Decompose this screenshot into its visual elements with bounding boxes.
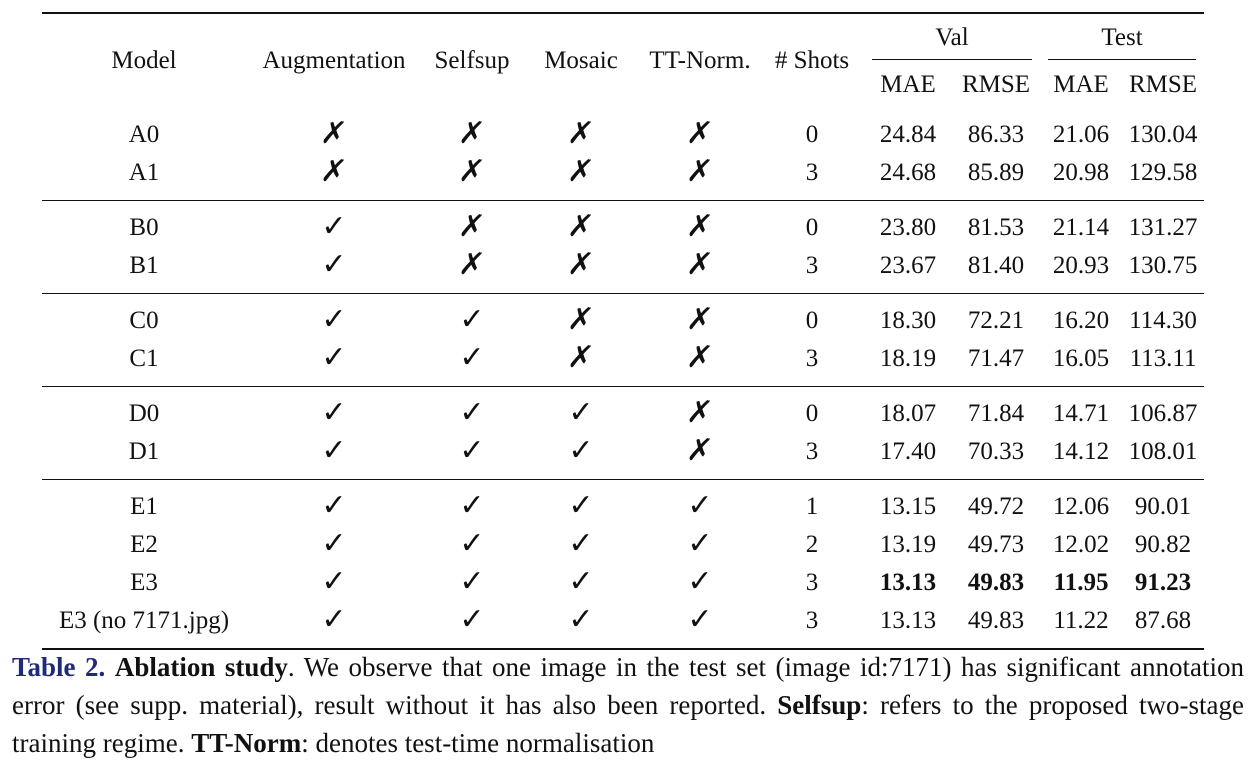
- cell-test-mae: [1040, 154, 1122, 201]
- cross-icon: ✗: [566, 302, 597, 337]
- cross-icon: ✗: [319, 116, 350, 151]
- cell-augmentation: [246, 247, 422, 294]
- cell-val-rmse: [952, 480, 1040, 527]
- cell-val-mae-value: 18.07: [879, 400, 937, 427]
- check-icon: ✓: [459, 433, 485, 468]
- table-row: [42, 201, 1204, 248]
- check-icon: ✓: [687, 602, 713, 637]
- check-icon: ✓: [568, 488, 594, 523]
- cell-test-mae: [1040, 247, 1122, 294]
- cell-model-value: B0: [129, 214, 159, 241]
- header-test: Test: [1101, 24, 1143, 51]
- cell-selfsup: [422, 340, 522, 387]
- cell-mosaic: [522, 154, 640, 201]
- cell-mosaic: [522, 294, 640, 341]
- cell-val-mae-value: 23.67: [879, 252, 937, 279]
- cell-selfsup: [422, 294, 522, 341]
- check-icon: ✓: [321, 395, 347, 430]
- cell-shots-value: 3: [805, 607, 819, 634]
- check-icon: ✓: [459, 302, 485, 337]
- cell-mosaic: [522, 564, 640, 602]
- cell-mosaic: [522, 201, 640, 248]
- cell-val-rmse-value: 49.73: [967, 531, 1025, 558]
- cell-augmentation: [246, 480, 422, 527]
- check-icon: ✓: [568, 526, 594, 561]
- table-row: [42, 247, 1204, 294]
- cross-icon: ✗: [685, 302, 716, 337]
- cell-val-mae: [864, 480, 952, 527]
- cell-val-mae: [864, 340, 952, 387]
- cell-val-mae: [864, 526, 952, 564]
- table-caption: [12, 648, 1244, 762]
- cell-test-rmse: [1122, 340, 1204, 387]
- cell-test-mae-value: 21.06: [1052, 121, 1110, 148]
- cell-ttnorm: [640, 433, 760, 480]
- header-test-group: [1040, 13, 1204, 62]
- cell-model: [42, 480, 246, 527]
- check-icon: ✓: [459, 564, 485, 599]
- cell-model-value: D0: [128, 400, 160, 427]
- header-shots: # Shots: [760, 13, 864, 108]
- cell-val-mae: [864, 247, 952, 294]
- cell-augmentation: [246, 433, 422, 480]
- cell-selfsup: [422, 433, 522, 480]
- cell-val-rmse-value: 85.89: [967, 159, 1025, 186]
- cell-selfsup: [422, 602, 522, 649]
- cell-augmentation: [246, 294, 422, 341]
- cell-val-mae: [864, 602, 952, 649]
- cross-icon: ✗: [457, 247, 488, 282]
- cell-augmentation: [246, 154, 422, 201]
- cell-shots-value: 1: [805, 493, 819, 520]
- check-icon: ✓: [321, 247, 347, 282]
- cell-test-mae-value: 14.71: [1052, 400, 1110, 427]
- cell-val-mae-value: 24.68: [879, 159, 937, 186]
- cell-shots-value: 0: [805, 214, 819, 241]
- cell-val-mae-value: 13.19: [879, 531, 937, 558]
- cell-test-mae-value: 14.12: [1052, 438, 1110, 465]
- cell-test-rmse: [1122, 154, 1204, 201]
- header-selfsup: Selfsup: [422, 13, 522, 108]
- cell-val-rmse: [952, 108, 1040, 154]
- cell-val-mae-value: 13.13: [879, 569, 937, 596]
- check-icon: ✓: [321, 209, 347, 244]
- cell-model-value: A1: [128, 159, 160, 186]
- cell-mosaic: [522, 526, 640, 564]
- cell-test-rmse-value: 91.23: [1134, 569, 1192, 596]
- cross-icon: ✗: [685, 154, 716, 189]
- cell-shots-value: 0: [805, 307, 819, 334]
- cell-augmentation: [246, 602, 422, 649]
- cell-test-rmse-value: 108.01: [1128, 438, 1198, 465]
- cell-val-rmse: [952, 433, 1040, 480]
- cell-model-value: D1: [128, 438, 160, 465]
- cell-selfsup: [422, 247, 522, 294]
- cross-icon: ✗: [566, 209, 597, 244]
- cell-val-rmse-value: 81.53: [967, 214, 1025, 241]
- cell-test-mae: [1040, 340, 1122, 387]
- cell-test-mae-value: 16.05: [1052, 345, 1110, 372]
- cell-augmentation: [246, 340, 422, 387]
- cell-test-mae: [1040, 564, 1122, 602]
- cell-test-rmse: [1122, 526, 1204, 564]
- table-row: [42, 602, 1204, 649]
- cross-icon: ✗: [566, 340, 597, 375]
- cell-model-value: E1: [130, 493, 158, 520]
- check-icon: ✓: [568, 564, 594, 599]
- cell-val-rmse-value: 49.72: [967, 493, 1025, 520]
- cell-val-mae: [864, 154, 952, 201]
- cell-val-mae-value: 23.80: [879, 214, 937, 241]
- cell-val-mae-value: 18.19: [879, 345, 937, 372]
- cross-icon: ✗: [566, 154, 597, 189]
- check-icon: ✓: [687, 488, 713, 523]
- cell-shots-value: 3: [805, 159, 819, 186]
- cell-model: [42, 340, 246, 387]
- cell-test-mae: [1040, 433, 1122, 480]
- table-row: [42, 154, 1204, 201]
- cell-model: [42, 433, 246, 480]
- cell-ttnorm: [640, 201, 760, 248]
- cell-shots: [760, 433, 864, 480]
- cell-val-rmse: [952, 340, 1040, 387]
- cell-val-rmse: [952, 387, 1040, 434]
- cell-test-mae-value: 11.95: [1053, 569, 1109, 596]
- header-mosaic: Mosaic: [522, 13, 640, 108]
- cross-icon: ✗: [685, 395, 716, 430]
- caption-term-selfsup: Selfsup: [777, 690, 862, 720]
- table-row: [42, 340, 1204, 387]
- cell-val-rmse: [952, 564, 1040, 602]
- cell-test-mae: [1040, 480, 1122, 527]
- cell-shots: [760, 480, 864, 527]
- check-icon: ✓: [321, 564, 347, 599]
- cell-test-rmse-value: 90.01: [1134, 493, 1192, 520]
- check-icon: ✓: [568, 602, 594, 637]
- cell-test-rmse-value: 130.75: [1128, 252, 1198, 279]
- cell-mosaic: [522, 340, 640, 387]
- cell-selfsup: [422, 526, 522, 564]
- cell-val-rmse: [952, 294, 1040, 341]
- cell-val-mae: [864, 294, 952, 341]
- cell-mosaic: [522, 387, 640, 434]
- table-row: [42, 387, 1204, 434]
- cell-model: [42, 201, 246, 248]
- cell-shots: [760, 564, 864, 602]
- cell-selfsup: [422, 108, 522, 154]
- cell-val-rmse: [952, 602, 1040, 649]
- cell-val-rmse-value: 71.47: [967, 345, 1025, 372]
- cell-test-mae-value: 20.93: [1052, 252, 1110, 279]
- cell-shots-value: 3: [805, 438, 819, 465]
- cell-model: [42, 526, 246, 564]
- cell-ttnorm: [640, 108, 760, 154]
- cell-test-rmse: [1122, 108, 1204, 154]
- cell-test-mae: [1040, 201, 1122, 248]
- cell-val-mae: [864, 387, 952, 434]
- check-icon: ✓: [321, 488, 347, 523]
- cell-model: [42, 154, 246, 201]
- cell-ttnorm: [640, 294, 760, 341]
- cell-model: [42, 387, 246, 434]
- header-val-rmse: RMSE: [961, 71, 1031, 98]
- check-icon: ✓: [321, 526, 347, 561]
- cell-augmentation: [246, 526, 422, 564]
- cell-val-rmse-value: 71.84: [967, 400, 1025, 427]
- cell-ttnorm: [640, 154, 760, 201]
- cell-test-rmse-value: 106.87: [1128, 400, 1198, 427]
- table-row: [42, 564, 1204, 602]
- cell-val-rmse-value: 49.83: [967, 569, 1025, 596]
- cell-test-mae-value: 11.22: [1053, 607, 1109, 634]
- cell-shots: [760, 526, 864, 564]
- cell-shots-value: 2: [805, 531, 819, 558]
- cell-test-rmse: [1122, 294, 1204, 341]
- cell-test-mae: [1040, 294, 1122, 341]
- header-model: Model: [42, 13, 246, 108]
- check-icon: ✓: [459, 602, 485, 637]
- check-icon: ✓: [321, 433, 347, 468]
- cell-ttnorm: [640, 480, 760, 527]
- check-icon: ✓: [687, 526, 713, 561]
- cell-mosaic: [522, 433, 640, 480]
- table-row: [42, 526, 1204, 564]
- table-row: [42, 108, 1204, 154]
- check-icon: ✓: [321, 302, 347, 337]
- cell-shots-value: 3: [805, 569, 819, 596]
- cell-selfsup: [422, 201, 522, 248]
- cell-model-value: A0: [128, 121, 160, 148]
- cell-shots: [760, 108, 864, 154]
- ablation-table: [42, 12, 1204, 650]
- table-row: [42, 433, 1204, 480]
- cell-augmentation: [246, 201, 422, 248]
- cell-test-rmse: [1122, 480, 1204, 527]
- cell-test-rmse: [1122, 602, 1204, 649]
- cell-test-mae: [1040, 602, 1122, 649]
- cell-val-rmse: [952, 201, 1040, 248]
- cell-augmentation: [246, 564, 422, 602]
- check-icon: ✓: [568, 433, 594, 468]
- header-val-group: [864, 13, 1040, 62]
- header-test-mae: MAE: [1053, 71, 1109, 98]
- cell-augmentation: [246, 387, 422, 434]
- cell-val-mae-value: 24.84: [879, 121, 937, 148]
- cross-icon: ✗: [685, 116, 716, 151]
- cell-shots: [760, 340, 864, 387]
- cross-icon: ✗: [566, 247, 597, 282]
- cell-test-mae-value: 16.20: [1052, 307, 1110, 334]
- cell-model-value: E3 (no 7171.jpg): [58, 607, 230, 634]
- cell-ttnorm: [640, 387, 760, 434]
- header-val: Val: [935, 24, 969, 51]
- header-test-rmse: RMSE: [1128, 71, 1198, 98]
- cell-test-mae-value: 12.06: [1052, 493, 1110, 520]
- cell-test-mae-value: 12.02: [1052, 531, 1110, 558]
- cell-ttnorm: [640, 602, 760, 649]
- cell-test-mae-value: 21.14: [1052, 214, 1110, 241]
- cross-icon: ✗: [457, 209, 488, 244]
- cell-model-value: B1: [129, 252, 159, 279]
- cell-val-rmse: [952, 247, 1040, 294]
- cross-icon: ✗: [319, 154, 350, 189]
- cell-test-rmse-value: 87.68: [1134, 607, 1192, 634]
- cell-shots: [760, 154, 864, 201]
- cross-icon: ✗: [566, 116, 597, 151]
- check-icon: ✓: [459, 488, 485, 523]
- cross-icon: ✗: [457, 154, 488, 189]
- cell-model: [42, 247, 246, 294]
- cell-model-value: E3: [130, 569, 158, 596]
- cell-test-rmse: [1122, 247, 1204, 294]
- cell-model: [42, 294, 246, 341]
- cell-val-rmse-value: 72.21: [967, 307, 1025, 334]
- cell-val-mae: [864, 201, 952, 248]
- cell-val-rmse-value: 86.33: [967, 121, 1025, 148]
- cell-mosaic: [522, 480, 640, 527]
- cell-shots: [760, 602, 864, 649]
- cell-shots-value: 0: [805, 121, 819, 148]
- cell-test-rmse-value: 90.82: [1134, 531, 1192, 558]
- cell-test-rmse-value: 131.27: [1128, 214, 1198, 241]
- header-ttnorm: TT-Norm.: [640, 13, 760, 108]
- cell-model-value: C1: [129, 345, 159, 372]
- cell-test-rmse: [1122, 201, 1204, 248]
- cell-val-rmse: [952, 526, 1040, 564]
- cell-mosaic: [522, 108, 640, 154]
- caption-title: Ablation study: [114, 652, 288, 682]
- table-row: [42, 480, 1204, 527]
- cell-test-rmse: [1122, 433, 1204, 480]
- check-icon: ✓: [459, 340, 485, 375]
- cell-test-mae: [1040, 108, 1122, 154]
- cell-ttnorm: [640, 247, 760, 294]
- cell-selfsup: [422, 387, 522, 434]
- cell-model-value: E2: [130, 531, 158, 558]
- cell-test-rmse-value: 129.58: [1128, 159, 1198, 186]
- cell-val-rmse: [952, 154, 1040, 201]
- cross-icon: ✗: [685, 209, 716, 244]
- cell-model-value: C0: [129, 307, 159, 334]
- cross-icon: ✗: [685, 340, 716, 375]
- check-icon: ✓: [321, 340, 347, 375]
- cell-shots-value: 3: [805, 252, 819, 279]
- cell-selfsup: [422, 480, 522, 527]
- cell-test-rmse-value: 114.30: [1129, 307, 1197, 334]
- cell-model: [42, 602, 246, 649]
- cell-ttnorm: [640, 564, 760, 602]
- cell-selfsup: [422, 564, 522, 602]
- cell-mosaic: [522, 602, 640, 649]
- caption-term-ttnorm: TT-Norm: [191, 728, 302, 758]
- cell-test-rmse: [1122, 564, 1204, 602]
- cell-test-rmse-value: 113.11: [1129, 345, 1197, 372]
- cell-model: [42, 564, 246, 602]
- cell-val-mae-value: 18.30: [879, 307, 937, 334]
- cell-val-mae-value: 17.40: [879, 438, 937, 465]
- check-icon: ✓: [459, 395, 485, 430]
- cell-val-mae: [864, 564, 952, 602]
- caption-text-2: : refers to the proposed two-stage training regime.: [12, 690, 1245, 758]
- caption-text-1: . We observe that one image in the test set (image id:7171) has significant annotation error (see supp. material), result without it has also been reported.: [12, 652, 1245, 720]
- check-icon: ✓: [459, 526, 485, 561]
- cell-model: [42, 108, 246, 154]
- cell-val-mae-value: 13.13: [879, 607, 937, 634]
- cell-val-mae-value: 13.15: [879, 493, 937, 520]
- check-icon: ✓: [321, 602, 347, 637]
- cross-icon: ✗: [685, 247, 716, 282]
- cross-icon: ✗: [457, 116, 488, 151]
- cell-test-mae: [1040, 387, 1122, 434]
- cell-test-mae: [1040, 526, 1122, 564]
- cell-val-rmse-value: 70.33: [967, 438, 1025, 465]
- cell-shots-value: 3: [805, 345, 819, 372]
- cell-test-mae-value: 20.98: [1052, 159, 1110, 186]
- table-row: [42, 294, 1204, 341]
- cell-test-rmse: [1122, 387, 1204, 434]
- caption-label: Table 2.: [12, 652, 106, 682]
- header-augmentation: Augmentation: [246, 13, 422, 108]
- cell-val-mae: [864, 433, 952, 480]
- cell-ttnorm: [640, 526, 760, 564]
- cell-test-rmse-value: 130.04: [1128, 121, 1198, 148]
- cell-shots: [760, 247, 864, 294]
- check-icon: ✓: [687, 564, 713, 599]
- cell-val-rmse-value: 81.40: [967, 252, 1025, 279]
- cell-val-rmse-value: 49.83: [967, 607, 1025, 634]
- cell-shots: [760, 201, 864, 248]
- table-body: [42, 108, 1204, 649]
- cell-shots: [760, 387, 864, 434]
- cell-val-mae: [864, 108, 952, 154]
- cell-shots-value: 0: [805, 400, 819, 427]
- cell-augmentation: [246, 108, 422, 154]
- cell-shots: [760, 294, 864, 341]
- cell-selfsup: [422, 154, 522, 201]
- cross-icon: ✗: [685, 433, 716, 468]
- check-icon: ✓: [568, 395, 594, 430]
- caption-text-3: : denotes test-time normalisation: [301, 728, 655, 758]
- header-val-mae: MAE: [880, 71, 936, 98]
- cell-mosaic: [522, 247, 640, 294]
- cell-ttnorm: [640, 340, 760, 387]
